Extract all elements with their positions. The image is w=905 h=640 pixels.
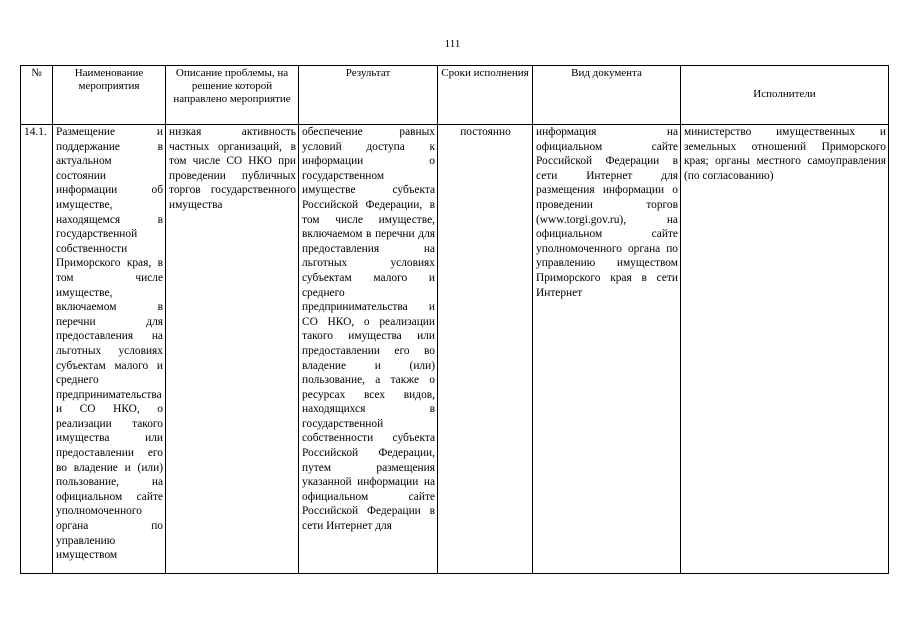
page-number: 111	[444, 38, 461, 50]
cell-executors: министерство имущественных и земельных отношений Приморского края; органы местного самоуправления (по согласованию)	[681, 125, 889, 574]
header-name: Наименование мероприятия	[53, 66, 166, 125]
header-doc-type: Вид документа	[533, 66, 681, 125]
measures-table	[20, 65, 889, 574]
header-deadline: Сроки исполнения	[438, 66, 533, 125]
cell-result: обеспечение равных условий доступа к информации о государственном имуществе субъекта Российской Федерации, в том числе имуществе, включаемом в перечни для предоставления на льготных условиях субъектам малого и среднего предпринимательства и СО НКО, о реализации такого имущества или предоставлении его во владение и (или) пользование, а также о ресурсах всех видов, находящихся в государственной собственности субъекта Российской Федерации, путем размещения указанной информации на официальном сайте Российской Федерации в сети Интернет для	[299, 125, 438, 574]
header-executors: Исполнители	[681, 66, 889, 125]
header-result: Результат	[299, 66, 438, 125]
table-header-row	[21, 66, 889, 125]
table-row	[21, 125, 889, 574]
cell-doc-type: информация на официальном сайте Российской Федерации в сети Интернет для размещения информации о проведении торгов (www.torgi.gov.ru), на официальном сайте уполномоченного органа по управлению имуществом Приморского края в сети Интернет	[533, 125, 681, 574]
header-num: №	[21, 66, 53, 125]
cell-deadline: постоянно	[438, 125, 533, 574]
cell-problem: низкая активность частных организаций, в том числе СО НКО при проведении публичных торгов государственного имущества	[166, 125, 299, 574]
cell-name: Размещение и поддержание в актуальном состоянии информации об имуществе, находящемся в государственной собственности Приморского края, в том числе имуществе, включаемом в перечни для предоставления на льготных условиях субъектам малого и среднего предпринимательства и СО НКО, о реализации такого имущества или предоставлении его во владение и (или) пользование, на официальном сайте уполномоченного органа по управлению имуществом	[53, 125, 166, 574]
cell-num: 14.1.	[21, 125, 53, 574]
header-problem: Описание проблемы, на решение которой направлено мероприятие	[166, 66, 299, 125]
